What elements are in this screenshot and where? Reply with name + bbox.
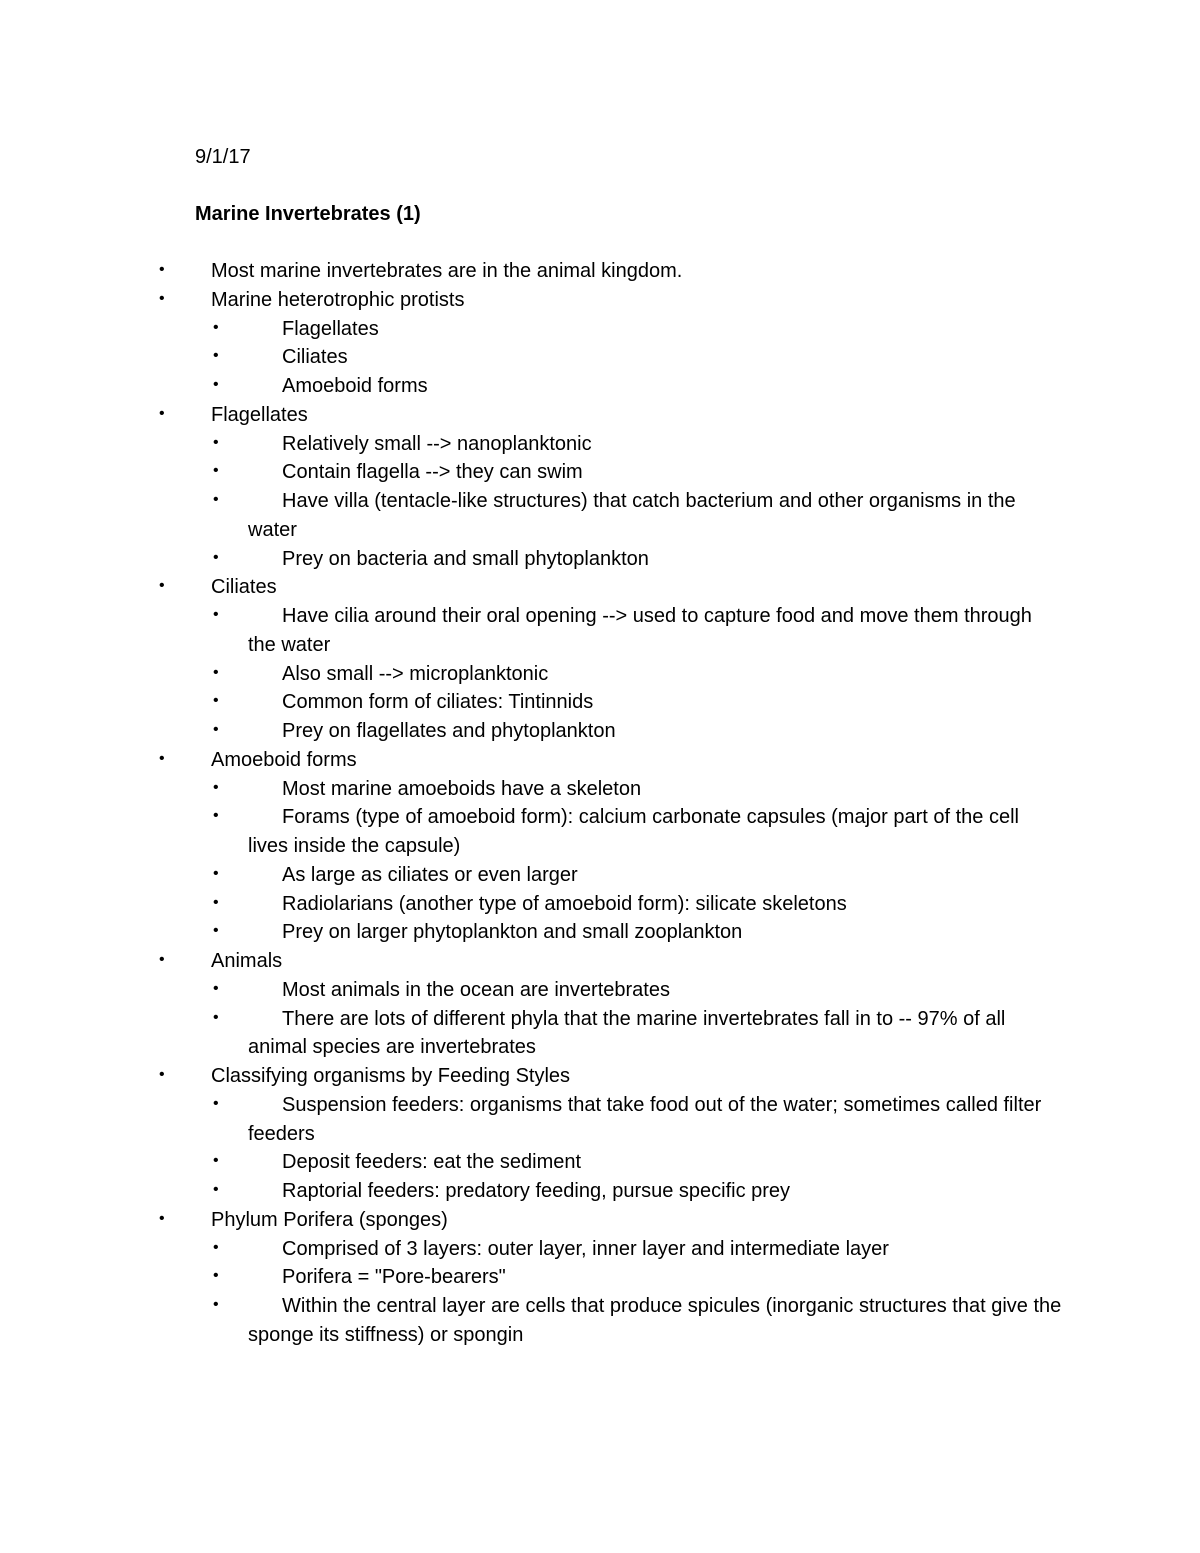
bullet-text: Phylum Porifera (sponges) xyxy=(211,1208,448,1231)
bullet-icon: • xyxy=(213,979,219,997)
sub-bullet-item xyxy=(0,545,1064,574)
bullet-item xyxy=(0,257,1071,286)
bullet-text: As large as ciliates or even larger xyxy=(282,863,578,886)
bullet-icon: • xyxy=(213,1152,219,1170)
sub-bullet-item xyxy=(0,1177,1064,1206)
bullet-text: Prey on bacteria and small phytoplankton xyxy=(282,547,649,570)
bullet-icon: • xyxy=(159,289,165,307)
note-date: 9/1/17 xyxy=(195,146,251,168)
bullet-item xyxy=(0,947,1071,976)
bullet-text: Contain flagella --> they can swim xyxy=(282,461,583,484)
bullet-text: Flagellates xyxy=(211,403,308,426)
bullet-icon: • xyxy=(213,433,219,451)
sub-bullet-item xyxy=(0,1263,1064,1292)
bullet-text: Amoeboid forms xyxy=(211,748,357,771)
sub-bullet-item xyxy=(0,1292,1064,1350)
sub-bullet-item xyxy=(0,660,1064,689)
sub-bullet-item xyxy=(0,1005,1064,1063)
bullet-icon: • xyxy=(159,261,165,278)
sub-bullet-item xyxy=(0,890,1064,919)
bullet-icon: • xyxy=(213,893,219,911)
bullet-text: There are lots of different phyla that the marine invertebrates fall in to -- 97% of all animal species are invertebrates xyxy=(248,1007,1006,1059)
note-title: Marine Invertebrates (1) xyxy=(195,203,421,225)
sub-bullet-item xyxy=(0,976,1064,1005)
bullet-text: Also small --> microplanktonic xyxy=(282,662,549,685)
bullet-icon: • xyxy=(159,749,165,767)
bullet-text: Most animals in the ocean are invertebrates xyxy=(282,978,670,1001)
bullet-icon: • xyxy=(213,1296,219,1313)
sub-bullet-item xyxy=(0,918,1064,947)
bullet-text: Radiolarians (another type of amoeboid form): silicate skeletons xyxy=(282,892,847,915)
sub-bullet-item xyxy=(0,430,1064,459)
bullet-text: Ciliates xyxy=(211,576,277,599)
bullet-text: Prey on larger phytoplankton and small zooplankton xyxy=(282,921,743,944)
bullet-text: Classifying organisms by Feeding Styles xyxy=(211,1065,571,1087)
bullet-item xyxy=(0,746,1071,775)
bullet-item xyxy=(0,573,1071,602)
sub-bullet-item xyxy=(0,315,1064,344)
sub-bullet-item xyxy=(0,803,1064,861)
bullet-icon: • xyxy=(213,864,219,882)
bullet-icon: • xyxy=(213,491,219,508)
bullet-icon: • xyxy=(213,318,219,336)
bullet-icon: • xyxy=(159,1209,165,1227)
bullet-icon: • xyxy=(213,922,219,940)
bullet-text: Marine heterotrophic protists xyxy=(211,288,465,311)
bullet-text: Porifera = "Pore-bearers" xyxy=(282,1266,506,1289)
bullet-icon: • xyxy=(159,404,165,422)
bullet-text: Forams (type of amoeboid form): calcium carbonate capsules (major part of the cell lives inside the capsule) xyxy=(248,806,1019,857)
bullet-text: Deposit feeders: eat the sediment xyxy=(282,1151,582,1174)
sub-bullet-item xyxy=(0,487,1064,545)
sub-bullet-item xyxy=(0,775,1064,804)
bullet-icon: • xyxy=(213,663,219,681)
sub-bullet-item xyxy=(0,1148,1064,1177)
bullet-icon: • xyxy=(213,1008,219,1026)
bullet-icon: • xyxy=(213,462,219,480)
bullet-icon: • xyxy=(159,1066,165,1083)
bullet-icon: • xyxy=(213,692,219,710)
bullet-icon: • xyxy=(213,347,219,365)
bullet-icon: • xyxy=(213,1238,219,1256)
bullet-text: Within the central layer are cells that produce spicules (inorganic structures that give the sponge its stiffness) or spongin xyxy=(248,1295,1062,1346)
bullet-icon: • xyxy=(159,951,165,968)
bullet-icon: • xyxy=(159,577,165,595)
sub-bullet-item xyxy=(0,717,1064,746)
bullet-item xyxy=(0,1206,1071,1235)
bullet-text: Comprised of 3 layers: outer layer, inner layer and intermediate layer xyxy=(282,1237,889,1260)
bullet-text: Most marine amoeboids have a skeleton xyxy=(282,777,642,800)
bullet-text: Raptorial feeders: predatory feeding, pursue specific prey xyxy=(282,1180,791,1202)
bullet-text: Common form of ciliates: Tintinnids xyxy=(282,691,594,714)
bullet-icon: • xyxy=(213,1181,219,1198)
bullet-icon: • xyxy=(213,1267,219,1285)
sub-bullet-item xyxy=(0,688,1064,717)
bullet-icon: • xyxy=(213,548,219,566)
sub-bullet-item xyxy=(0,861,1064,890)
bullet-text: Most marine invertebrates are in the animal kingdom. xyxy=(211,260,683,282)
bullet-text: Suspension feeders: organisms that take food out of the water; sometimes called filter feeders xyxy=(248,1093,1042,1145)
sub-bullet-item xyxy=(0,1235,1064,1264)
bullet-icon: • xyxy=(213,807,219,825)
sub-bullet-item xyxy=(0,602,1064,660)
sub-bullet-item xyxy=(0,1091,1064,1149)
bullet-item xyxy=(0,286,1071,315)
bullet-text: Relatively small --> nanoplanktonic xyxy=(282,432,592,455)
bullet-icon: • xyxy=(213,606,219,623)
bullet-outline xyxy=(0,257,1200,1350)
bullet-text: Amoeboid forms xyxy=(282,375,428,397)
bullet-icon: • xyxy=(213,376,219,393)
bullet-icon: • xyxy=(213,778,219,796)
bullet-text: Ciliates xyxy=(282,346,348,369)
sub-bullet-item xyxy=(0,343,1064,372)
bullet-item xyxy=(0,401,1071,430)
bullet-item xyxy=(0,1062,1071,1091)
bullet-icon: • xyxy=(213,1094,219,1112)
bullet-text: Have villa (tentacle-like structures) that catch bacterium and other organisms in the water xyxy=(248,490,1016,541)
bullet-text: Flagellates xyxy=(282,317,379,340)
bullet-text: Animals xyxy=(211,950,283,972)
bullet-text: Prey on flagellates and phytoplankton xyxy=(282,720,616,742)
bullet-text: Have cilia around their oral opening --> used to capture food and move them through the water xyxy=(248,605,1032,656)
sub-bullet-item xyxy=(0,458,1064,487)
bullet-icon: • xyxy=(213,721,219,738)
sub-bullet-item xyxy=(0,372,1064,401)
